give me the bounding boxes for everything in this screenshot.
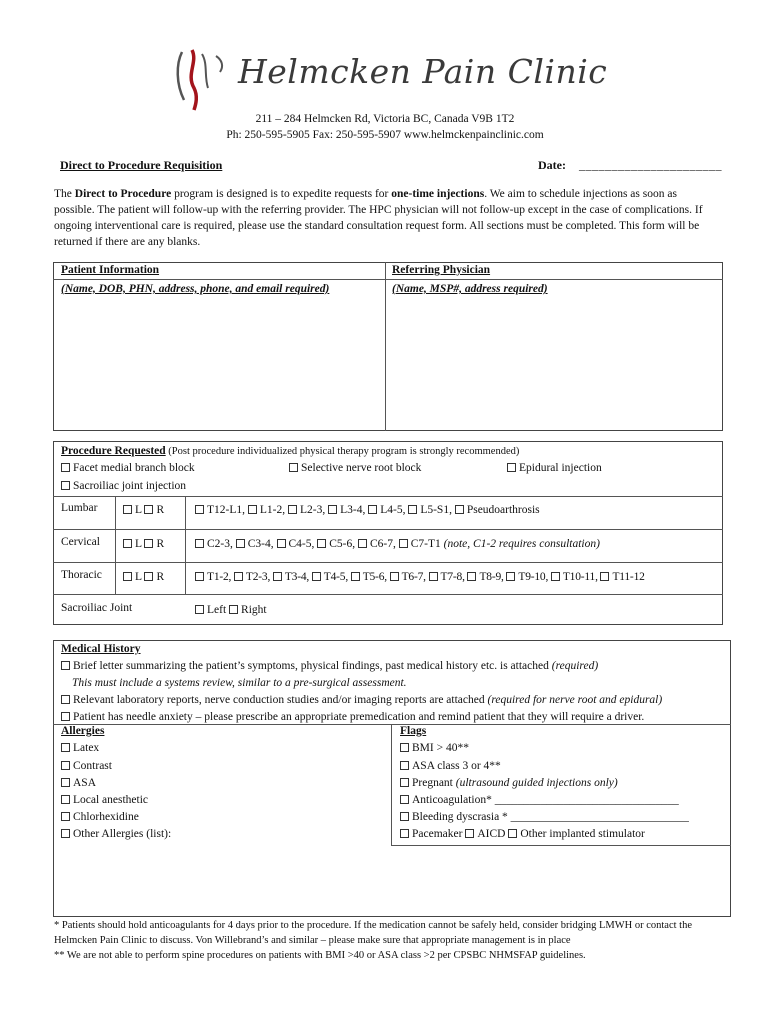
checkbox-icon[interactable] <box>390 572 399 581</box>
referring-physician-field[interactable] <box>392 300 717 428</box>
checkbox-icon[interactable] <box>61 481 70 490</box>
checkbox-icon[interactable] <box>195 539 204 548</box>
checkbox-icon[interactable] <box>61 661 70 670</box>
allergy-contrast[interactable]: Contrast <box>61 760 112 772</box>
checkbox-icon[interactable] <box>508 829 517 838</box>
lumbar-label: Lumbar <box>61 502 98 514</box>
checkbox-icon[interactable] <box>399 539 408 548</box>
thoracic-label: Thoracic <box>61 569 102 581</box>
flag-bmi[interactable]: BMI > 40** <box>400 742 469 754</box>
checkbox-icon[interactable] <box>123 505 132 514</box>
flag-anticoagulation[interactable]: Anticoagulation* ________________________________ <box>400 794 679 806</box>
checkbox-icon[interactable] <box>248 505 257 514</box>
allergy-other[interactable]: Other Allergies (list): <box>61 828 171 840</box>
epidural-option[interactable]: Epidural injection <box>507 462 602 474</box>
checkbox-icon[interactable] <box>61 812 70 821</box>
intro-paragraph: The Direct to Procedure program is designed is to expedite requests for one-time injections. We aim to schedule injections as soon as possible. The patient will follow-up with the referring provider. The HPC physician will not follow-up except in the case of complications. If ongoing interventional care is required, please use the standard consultation request form. All sections must be completed. This form will be returned if there are any blanks. <box>54 188 703 248</box>
facet-option[interactable]: Facet medial branch block <box>61 462 195 474</box>
checkbox-icon[interactable] <box>400 829 409 838</box>
checkbox-icon[interactable] <box>408 505 417 514</box>
patient-info-note: (Name, DOB, PHN, address, phone, and email required) <box>61 283 330 295</box>
checkbox-icon[interactable] <box>400 761 409 770</box>
date-label: Date: <box>538 158 566 172</box>
thoracic-levels[interactable]: T1-2, T2-3, T3-4, T4-5, T5-6, T6-7, T7-8, T8-9, T9-10, T10-11, T11-12 <box>195 571 645 583</box>
checkbox-icon[interactable] <box>236 539 245 548</box>
checkbox-icon[interactable] <box>400 812 409 821</box>
checkbox-icon[interactable] <box>317 539 326 548</box>
checkbox-icon[interactable] <box>61 743 70 752</box>
checkbox-icon[interactable] <box>328 505 337 514</box>
checkbox-icon[interactable] <box>455 505 464 514</box>
flag-pregnant[interactable]: Pregnant (ultrasound guided injections only) <box>400 777 618 789</box>
checkbox-icon[interactable] <box>506 572 515 581</box>
clinic-address: 211 – 284 Helmcken Rd, Victoria BC, Canada V9B 1T2 <box>255 113 515 125</box>
checkbox-icon[interactable] <box>289 463 298 472</box>
footnotes <box>54 918 734 963</box>
checkbox-icon[interactable] <box>61 695 70 704</box>
allergy-chlorhexidine[interactable]: Chlorhexidine <box>61 811 139 823</box>
allergies-heading: Allergies <box>61 725 105 737</box>
cervical-label: Cervical <box>61 536 100 548</box>
checkbox-icon[interactable] <box>61 712 70 721</box>
footnote-bmi: ** We are not able to perform spine procedures on patients with BMI >40 or ASA class >2 per CPSBC NHMSFAP guidelines. <box>54 950 586 961</box>
checkbox-icon[interactable] <box>61 829 70 838</box>
checkbox-icon[interactable] <box>400 795 409 804</box>
medical-item-reports[interactable]: Relevant laboratory reports, nerve conduction studies and/or imaging reports are attached (required for nerve root and epidural) <box>61 694 662 706</box>
si-joint-side[interactable]: Left Right <box>195 604 267 616</box>
checkbox-icon[interactable] <box>551 572 560 581</box>
clinic-name: Helmcken Pain Clinic <box>238 52 608 91</box>
checkbox-icon[interactable] <box>144 505 153 514</box>
checkbox-icon[interactable] <box>61 778 70 787</box>
medical-history-heading: Medical History <box>61 643 141 655</box>
date-field[interactable]: ______________________ <box>579 158 722 172</box>
checkbox-icon[interactable] <box>358 539 367 548</box>
checkbox-icon[interactable] <box>61 795 70 804</box>
patient-info-heading: Patient Information <box>61 264 160 276</box>
cervical-side[interactable]: L R <box>123 538 164 550</box>
checkbox-icon[interactable] <box>600 572 609 581</box>
flag-asa-class[interactable]: ASA class 3 or 4** <box>400 760 501 772</box>
checkbox-icon[interactable] <box>234 572 243 581</box>
clinic-contact: Ph: 250-595-5905 Fax: 250-595-5907 www.helmckenpainclinic.com <box>226 129 544 141</box>
checkbox-icon[interactable] <box>368 505 377 514</box>
checkbox-icon[interactable] <box>351 572 360 581</box>
allergy-local-anesthetic[interactable]: Local anesthetic <box>61 794 148 806</box>
checkbox-icon[interactable] <box>400 743 409 752</box>
checkbox-icon[interactable] <box>400 778 409 787</box>
checkbox-icon[interactable] <box>61 761 70 770</box>
medical-item-anxiety[interactable]: Patient has needle anxiety – please prescribe an appropriate premedication and remind patient that they will require a driver. <box>61 711 644 723</box>
checkbox-icon[interactable] <box>144 539 153 548</box>
procedure-heading-row: Procedure Requested (Post procedure individualized physical therapy program is strongly recommended) <box>61 445 520 457</box>
checkbox-icon[interactable] <box>273 572 282 581</box>
checkbox-icon[interactable] <box>195 572 204 581</box>
checkbox-icon[interactable] <box>123 572 132 581</box>
sacroiliac-option[interactable]: Sacroiliac joint injection <box>61 480 186 492</box>
allergy-asa[interactable]: ASA <box>61 777 96 789</box>
referring-physician-heading: Referring Physician <box>392 264 491 276</box>
clinic-logo-icon <box>172 44 232 114</box>
flags-heading: Flags <box>400 725 427 737</box>
lumbar-side[interactable]: L R <box>123 504 164 516</box>
checkbox-icon[interactable] <box>467 572 476 581</box>
checkbox-icon[interactable] <box>144 572 153 581</box>
referring-physician-note: (Name, MSP#, address required) <box>392 283 548 295</box>
checkbox-icon[interactable] <box>195 505 204 514</box>
flag-devices[interactable]: Pacemaker AICD Other implanted stimulator <box>400 828 645 840</box>
checkbox-icon[interactable] <box>507 463 516 472</box>
si-joint-label: Sacroiliac Joint <box>61 602 133 614</box>
selective-nerve-option[interactable]: Selective nerve root block <box>289 462 421 474</box>
cervical-levels[interactable]: C2-3, C3-4, C4-5, C5-6, C6-7, C7-T1 (note, C1-2 requires consultation) <box>195 538 600 550</box>
lumbar-levels[interactable]: T12-L1, L1-2, L2-3, L3-4, L4-5, L5-S1, Pseudoarthrosis <box>195 504 540 516</box>
checkbox-icon[interactable] <box>123 539 132 548</box>
checkbox-icon[interactable] <box>61 463 70 472</box>
checkbox-icon[interactable] <box>312 572 321 581</box>
checkbox-icon[interactable] <box>429 572 438 581</box>
checkbox-icon[interactable] <box>288 505 297 514</box>
patient-info-field[interactable] <box>60 300 380 428</box>
checkbox-icon[interactable] <box>465 829 474 838</box>
footnote-anticoagulants: * Patients should hold anticoagulants for 4 days prior to the procedure. If the medication cannot be safely held, consider bridging LMWH or contact the Helmcken Pain Clinic to discuss. Von Willebrand’s and similar – please make sure that appropriate management is in place <box>54 920 692 946</box>
checkbox-icon[interactable] <box>277 539 286 548</box>
form-title: Direct to Procedure Requisition <box>60 158 223 172</box>
medical-item-letter-note: This must include a systems review, similar to a pre-surgical assessment. <box>72 677 407 689</box>
checkbox-icon[interactable] <box>195 605 204 614</box>
allergy-latex[interactable]: Latex <box>61 742 99 754</box>
thoracic-side[interactable]: L R <box>123 571 164 583</box>
checkbox-icon[interactable] <box>229 605 238 614</box>
medical-item-letter[interactable]: Brief letter summarizing the patient’s symptoms, physical findings, past medical history etc. is attached (required) <box>61 660 598 672</box>
flag-bleeding[interactable]: Bleeding dyscrasia * _______________________________ <box>400 811 689 823</box>
